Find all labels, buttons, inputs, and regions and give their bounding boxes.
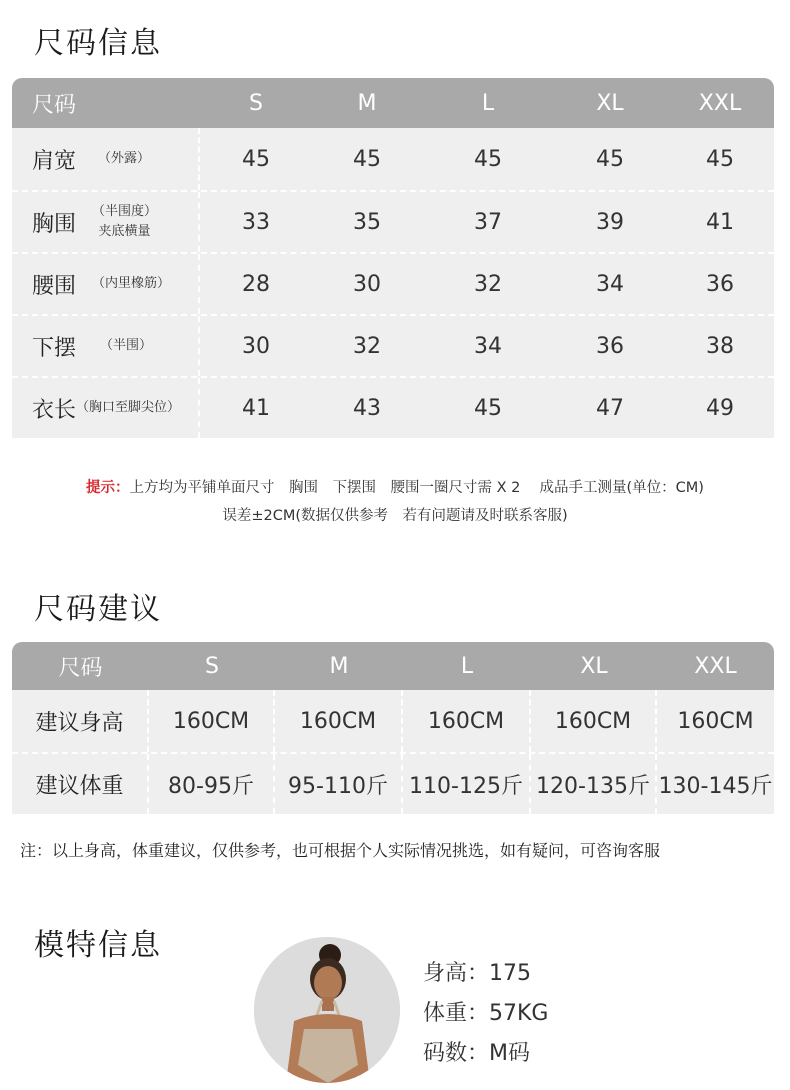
row-label: 肩宽 [32, 148, 77, 174]
value-cell: 45 [353, 146, 381, 172]
size-info-table [12, 78, 774, 438]
size-advice-header-row [12, 642, 774, 690]
value-cell: 160CM [677, 708, 754, 734]
value-cell: 160CM [403, 690, 531, 752]
value-cell: 130-145斤 [658, 773, 773, 799]
value-cell: 32 [474, 271, 502, 297]
header-cell-s: S [205, 653, 219, 679]
row-label: 衣长 [32, 397, 77, 423]
row-label-cell [12, 192, 200, 252]
value-cell: 160CM [275, 690, 403, 752]
row-note: （外露） [98, 151, 151, 166]
value-cell: 39 [596, 209, 624, 235]
row-label: 腰围 [32, 273, 77, 299]
header-cell-xl: XL [596, 90, 624, 116]
model-photo-illustration [254, 937, 400, 1083]
row-note: （半围度） 夹底横量 [92, 204, 158, 239]
row-label: 建议体重 [12, 754, 149, 814]
table-row [12, 314, 774, 376]
value-cell: 160CM [149, 690, 275, 752]
value-cell: 41 [706, 209, 734, 235]
value-cell: 49 [706, 395, 734, 421]
tip-line-2: 误差±2CM(数据仅供参考 若有问题请及时联系客服) [222, 508, 568, 524]
value-cell: 38 [706, 333, 734, 359]
size-info-header-row [12, 78, 774, 128]
value-cell: 160CM [531, 690, 657, 752]
row-label: 下摆 [32, 335, 77, 361]
value-cell: 36 [596, 333, 624, 359]
table-row [12, 376, 774, 438]
value-cell: 80-95斤 [149, 754, 275, 814]
row-note: （胸口至脚尖位） [76, 400, 181, 415]
value-cell: 45 [596, 146, 624, 172]
header-cell-size: 尺码 [58, 655, 103, 681]
table-row [12, 752, 774, 814]
value-cell: 47 [596, 395, 624, 421]
value-cell: 37 [474, 209, 502, 235]
header-cell-m: M [357, 90, 377, 116]
value-cell: 28 [242, 271, 270, 297]
row-label-cell [12, 378, 200, 438]
value-cell: 30 [242, 333, 270, 359]
size-advice-table [12, 642, 774, 814]
header-cell-l: L [481, 90, 495, 116]
value-cell: 41 [242, 395, 270, 421]
row-label-cell [12, 254, 200, 314]
header-cell-xxl: XXL [694, 653, 737, 679]
value-cell: 34 [596, 271, 624, 297]
tip-text-1: 上方均为平铺单面尺寸 胸围 下摆围 腰围一圈尺寸需 X 2 成品手工测量(单位：CM) [129, 480, 704, 496]
value-cell: 120-135斤 [531, 754, 657, 814]
value-cell: 45 [474, 395, 502, 421]
table-row [12, 128, 774, 190]
value-cell: 33 [242, 209, 270, 235]
row-note: （内里橡筋） [92, 276, 171, 291]
size-advice-title: 尺码建议 [34, 592, 162, 627]
value-cell: 43 [353, 395, 381, 421]
model-size: 码数：M码 [423, 1041, 530, 1066]
model-weight: 体重：57KG [423, 1001, 549, 1026]
value-cell: 35 [353, 209, 381, 235]
value-cell: 34 [474, 333, 502, 359]
table-row [12, 252, 774, 314]
value-cell: 45 [474, 146, 502, 172]
header-cell-xxl: XXL [698, 90, 742, 116]
header-cell-s: S [249, 90, 263, 116]
value-cell: 45 [706, 146, 734, 172]
row-label: 建议身高 [12, 690, 149, 752]
row-label: 胸围 [32, 211, 77, 237]
model-photo [254, 937, 400, 1083]
tip-line-1 [0, 474, 790, 502]
model-info-title: 模特信息 [34, 928, 162, 963]
header-cell-size: 尺码 [32, 92, 77, 118]
table-row [12, 190, 774, 252]
table-row [12, 690, 774, 752]
model-height: 身高：175 [423, 961, 531, 986]
header-cell-xl: XL [580, 653, 608, 679]
row-label-cell [12, 128, 200, 190]
header-cell-l: L [460, 653, 474, 679]
size-advice-note: 注：以上身高，体重建议，仅供参考，也可根据个人实际情况挑选，如有疑问，可咨询客服 [20, 841, 661, 860]
value-cell: 32 [353, 333, 381, 359]
size-info-title: 尺码信息 [34, 26, 162, 61]
value-cell: 110-125斤 [403, 754, 531, 814]
value-cell: 45 [242, 146, 270, 172]
row-label-cell [12, 316, 200, 376]
value-cell: 95-110斤 [275, 754, 403, 814]
value-cell: 30 [353, 271, 381, 297]
value-cell: 36 [706, 271, 734, 297]
row-note: （半围） [100, 338, 153, 353]
header-cell-m: M [329, 653, 349, 679]
tip-label: 提示： [86, 480, 130, 496]
